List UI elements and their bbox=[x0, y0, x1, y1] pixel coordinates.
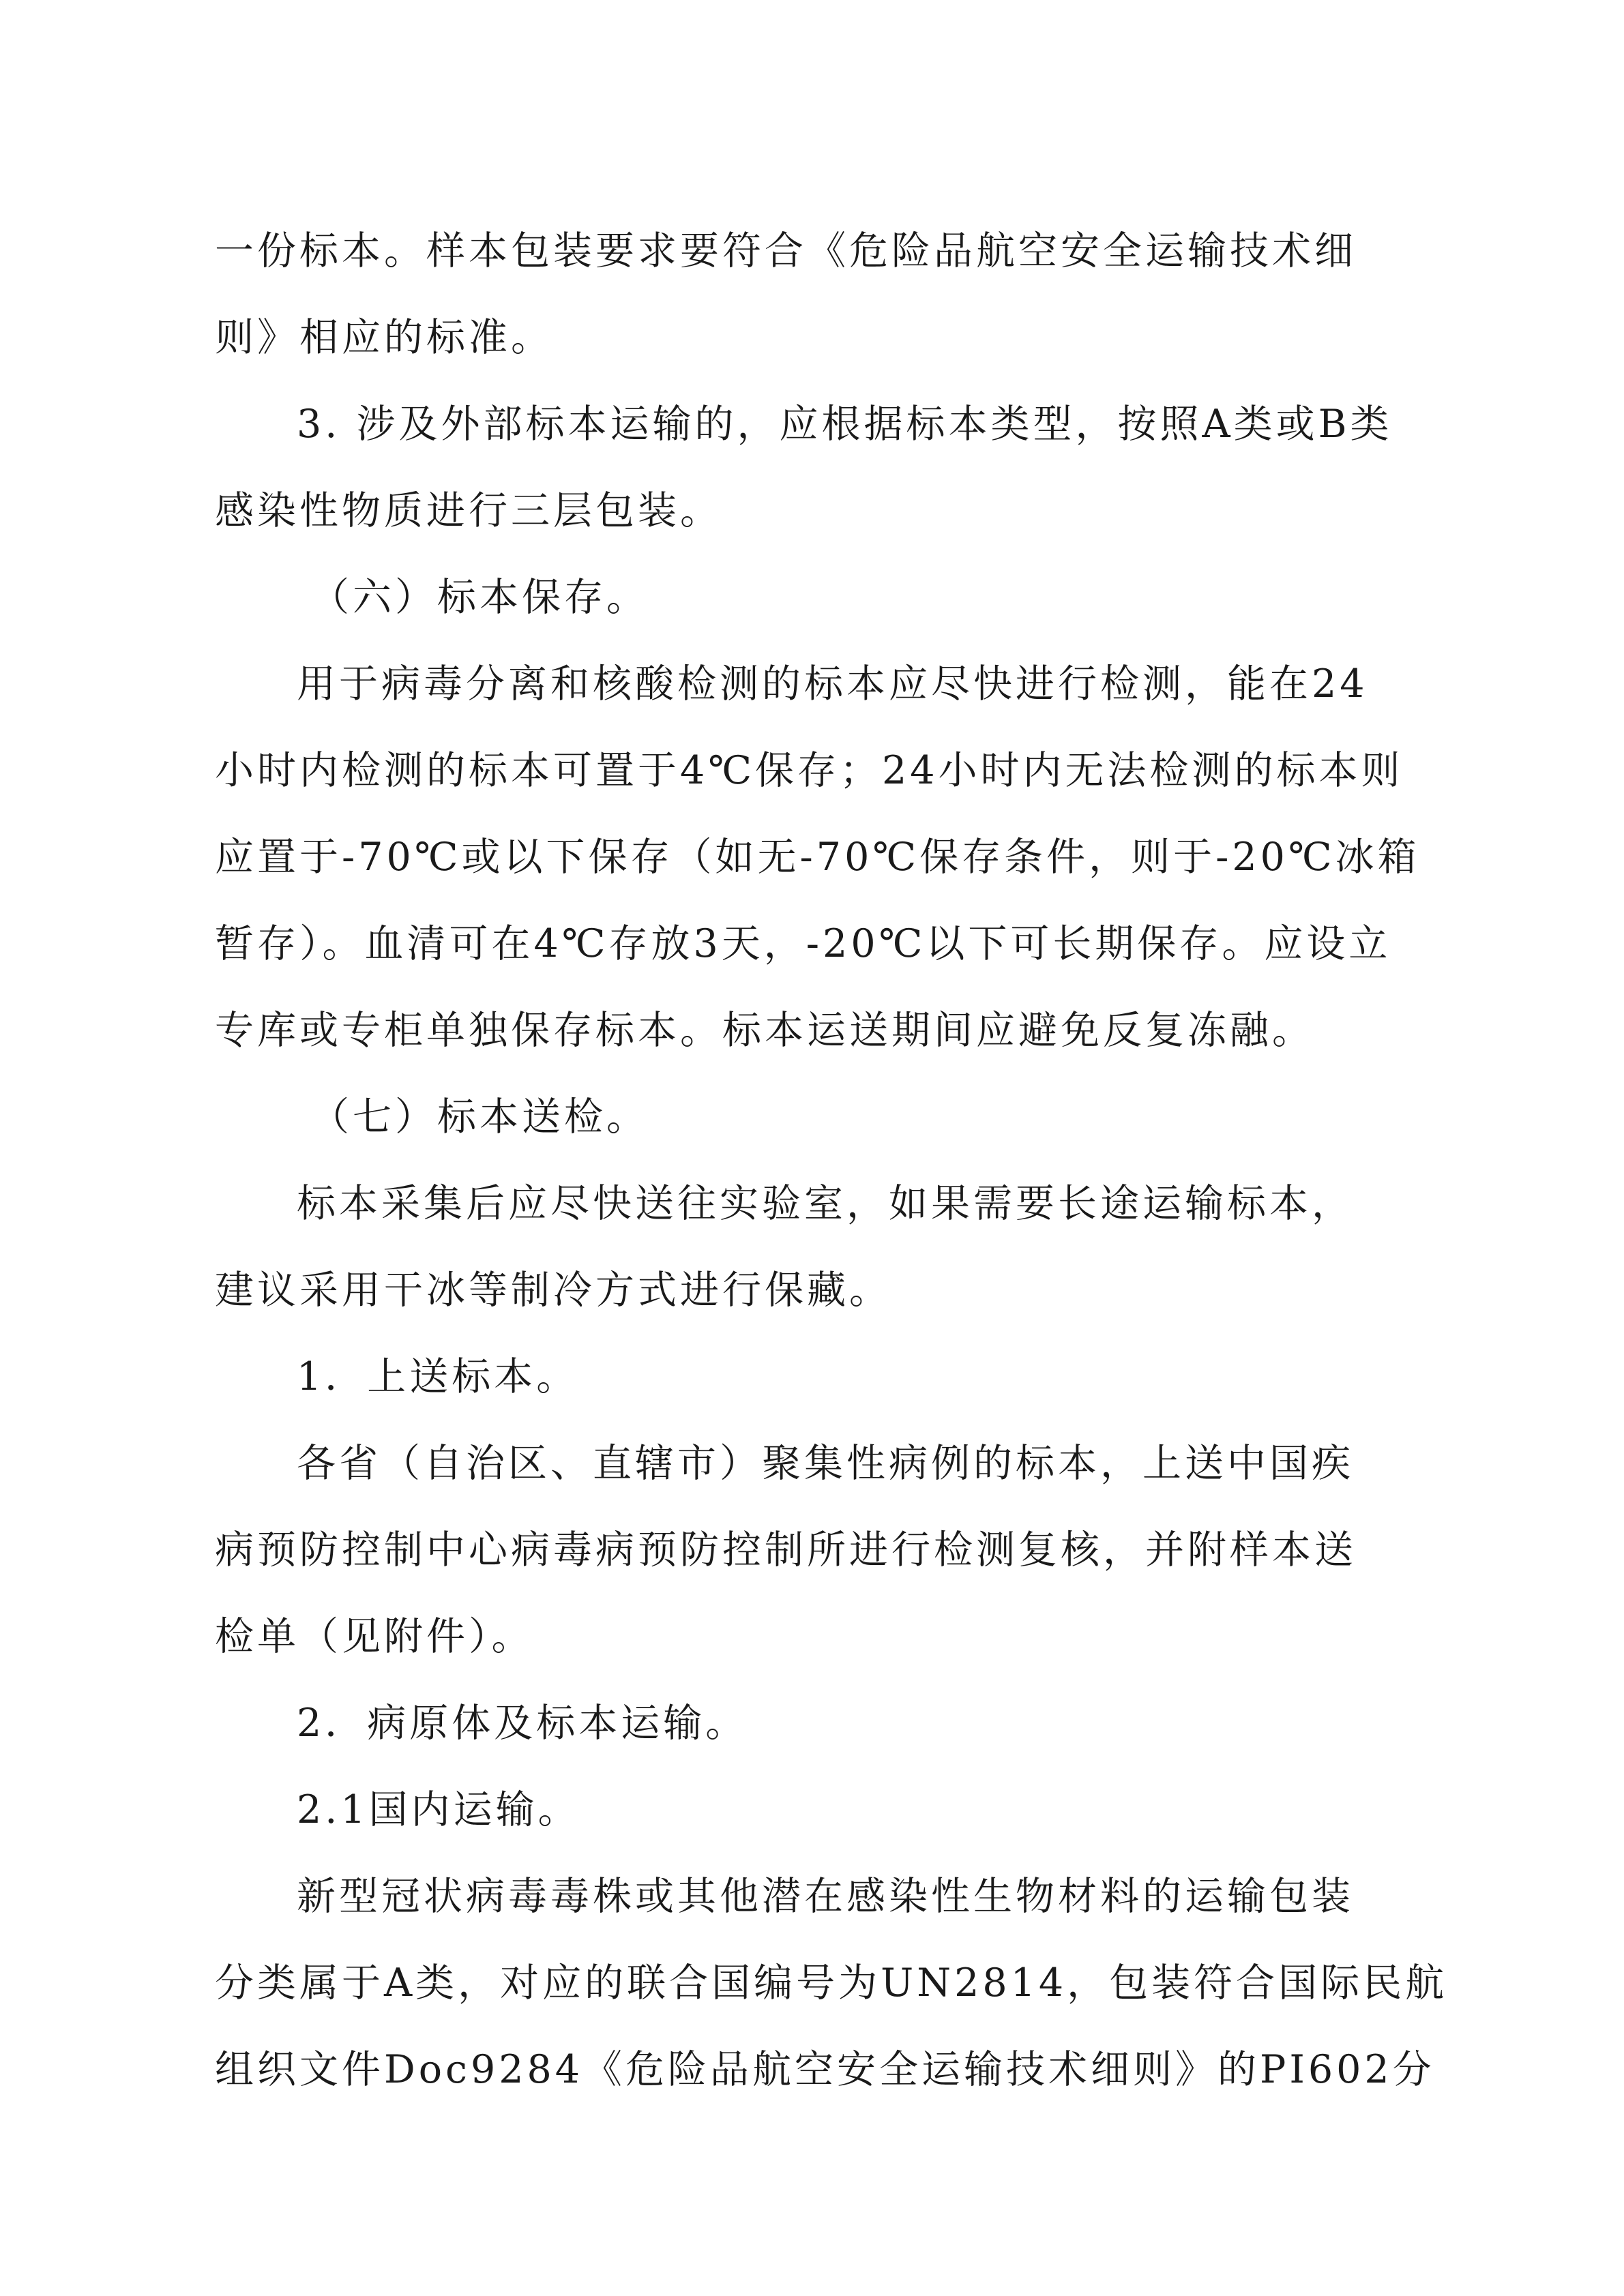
paragraph-line: 分类属于A类，对应的联合国编号为UN2814，包装符合国际民航 bbox=[215, 1960, 1448, 2006]
paragraph-line: 专库或专柜单独保存标本。标本运送期间应避免反复冻融。 bbox=[215, 1008, 1314, 1053]
paragraph-line: 小时内检测的标本可置于4℃保存；24小时内无法检测的标本则 bbox=[215, 748, 1404, 793]
section-heading: （七）标本送检。 bbox=[310, 1094, 649, 1139]
paragraph-line: 标本采集后应尽快送往实验室，如果需要长途运输标本， bbox=[297, 1181, 1354, 1226]
paragraph-line: 感染性物质进行三层包装。 bbox=[215, 488, 722, 533]
subheading-line: 2.1国内运输。 bbox=[297, 1787, 580, 1832]
paragraph-line: 各省（自治区、直辖市）聚集性病例的标本，上送中国疾 bbox=[297, 1441, 1354, 1486]
paragraph-line: 用于病毒分离和核酸检测的标本应尽快进行检测，能在24 bbox=[297, 661, 1368, 706]
paragraph-line: 病预防控制中心病毒病预防控制所进行检测复核，并附样本送 bbox=[215, 1527, 1357, 1572]
paragraph-line: 一份标本。样本包装要求要符合《危险品航空安全运输技术细 bbox=[215, 228, 1357, 273]
section-heading: （六）标本保存。 bbox=[310, 575, 649, 620]
paragraph-line: 组织文件Doc9284《危险品航空安全运输技术细则》的PI602分 bbox=[215, 2047, 1435, 2092]
paragraph-line: 暂存）。血清可在4℃存放3天，-20℃以下可长期保存。应设立 bbox=[215, 921, 1391, 966]
paragraph-line: 应置于-70℃或以下保存（如无-70℃保存条件，则于-20℃冰箱 bbox=[215, 835, 1420, 880]
paragraph-line: 新型冠状病毒毒株或其他潜在感染性生物材料的运输包装 bbox=[297, 1874, 1354, 1919]
paragraph-line: 建议采用干冰等制冷方式进行保藏。 bbox=[215, 1268, 891, 1313]
paragraph-line: 检单（见附件）。 bbox=[215, 1614, 534, 1659]
subheading-line: 1．上送标本。 bbox=[297, 1354, 579, 1399]
paragraph-line: 3. 涉及外部标本运输的，应根据标本类型，按照A类或B类 bbox=[297, 402, 1393, 447]
subheading-line: 2．病原体及标本运输。 bbox=[297, 1701, 748, 1746]
paragraph-line: 则》相应的标准。 bbox=[215, 315, 553, 360]
